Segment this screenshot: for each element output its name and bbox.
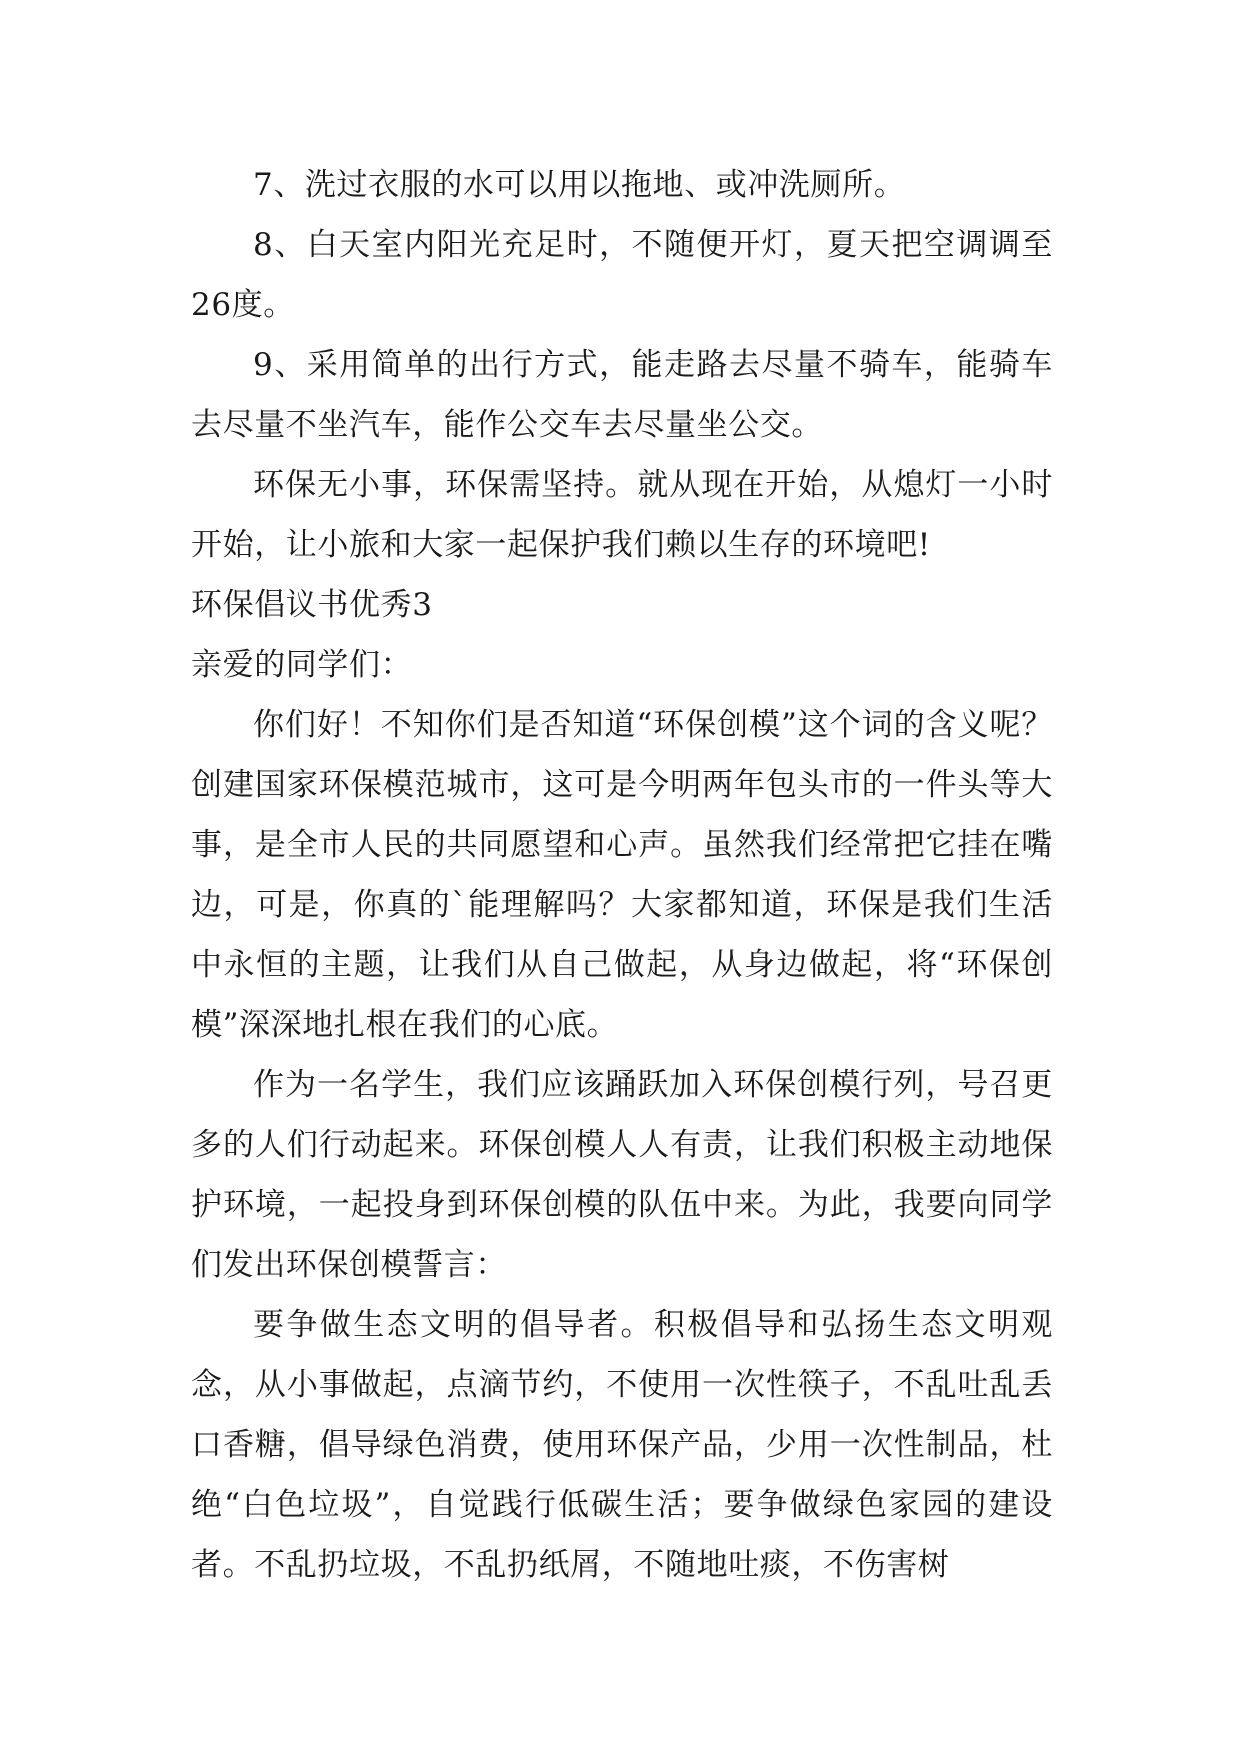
paragraph-call-to-action: 作为一名学生，我们应该踊跃加入环保创模行列，号召更多的人们行动起来。环保创模人人有责，让我们积极主动地保护环境，一起投身到环保创模的队伍中来。为此，我要向同学们发出环保创模誓言：	[191, 1067, 1053, 1283]
paragraph-greeting: 你们好！不知你们是否知道“环保创模”这个词的含义呢？创建国家环保模范城市，这可是今明两年包头市的一件头等大事，是全市人民的共同愿望和心声。虽然我们经常把它挂在嘴边，可是，你真的`能理解吗？大家都知道，环保是我们生活中永恒的主题，让我们从自己做起，从身边做起，将“环保创模”深深地扎根在我们的心底。	[191, 707, 1053, 1043]
section-heading: 环保倡议书优秀3	[191, 587, 433, 623]
paragraph-closing: 环保无小事，环保需坚持。就从现在开始，从熄灯一小时开始，让小旅和大家一起保护我们赖以生存的环境吧!	[191, 467, 1053, 563]
paragraph-pledge: 要争做生态文明的倡导者。积极倡导和弘扬生态文明观念，从小事做起，点滴节约，不使用一次性筷子，不乱吐乱丢口香糖，倡导绿色消费，使用环保产品，少用一次性制品，杜绝“白色垃圾”，自觉践行低碳生活；要争做绿色家园的建设者。不乱扔垃圾，不乱扔纸屑，不随地吐痰，不伤害树	[191, 1307, 1053, 1583]
paragraph-tip-7: 7、洗过衣服的水可以用以拖地、或冲洗厕所。	[253, 167, 906, 203]
document-body	[191, 155, 1053, 1595]
paragraph-tip-8: 8、白天室内阳光充足时，不随便开灯，夏天把空调调至26度。	[191, 227, 1053, 323]
paragraph-tip-9: 9、采用简单的出行方式，能走路去尽量不骑车，能骑车去尽量不坐汽车，能作公交车去尽量坐公交。	[191, 347, 1053, 443]
salutation: 亲爱的同学们：	[191, 647, 413, 683]
